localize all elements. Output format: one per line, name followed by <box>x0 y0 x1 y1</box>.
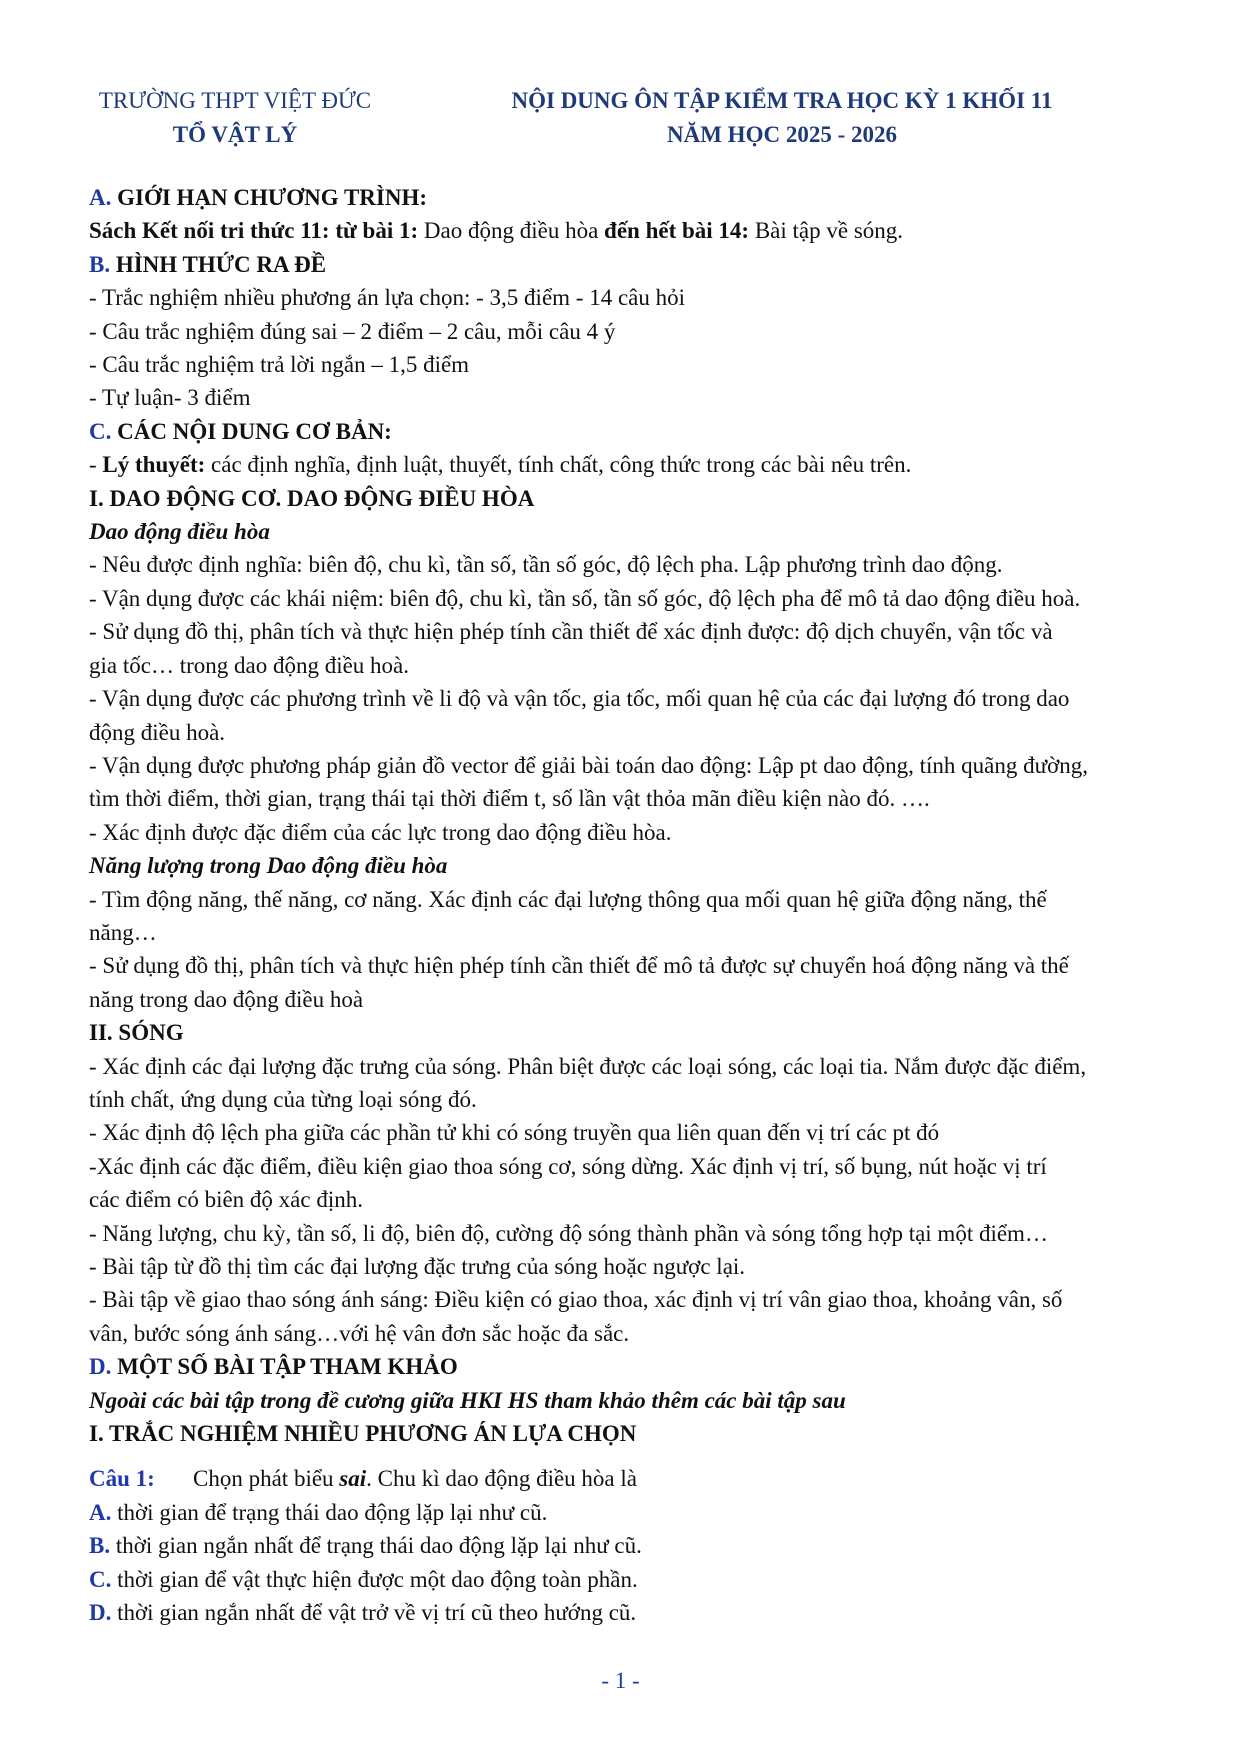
question-stem-text: . Chu kì dao động điều hòa là <box>366 1466 637 1492</box>
content-line: - Sử dụng đồ thị, phân tích và thực hiện phép tính cần thiết để mô tả được sự chuyển hoá động năng và thế <box>89 953 1069 979</box>
content-line: - Vận dụng được các khái niệm: biên độ, chu kì, tần số, tần số góc, độ lệch pha để mô tả dao động điều hoà. <box>89 585 1081 611</box>
option-text: thời gian ngắn nhất để vật trở về vị trí cũ theo hướng cũ. <box>111 1600 637 1626</box>
question-stem-text: Chọn phát biểu <box>193 1466 340 1492</box>
scope-book: Sách Kết nối tri thức 11: từ bài 1: <box>89 218 419 244</box>
question-1-stem <box>89 1462 1159 1495</box>
theory-text: các định nghĩa, định luật, thuyết, tính chất, công thức trong các bài nêu trên. <box>205 452 912 478</box>
content-line: - Xác định được đặc điểm của các lực trong dao động điều hòa. <box>89 819 672 845</box>
format-line: - Câu trắc nghiệm đúng sai – 2 điểm – 2 câu, mỗi câu 4 ý <box>89 318 616 344</box>
option-text: thời gian để vật thực hiện được một dao động toàn phần. <box>111 1566 638 1592</box>
option-letter: B. <box>89 1533 111 1559</box>
option-letter: C. <box>89 1566 112 1592</box>
option-text: thời gian để trạng thái dao động lặp lại như cũ. <box>111 1499 548 1525</box>
section-a-title: GIỚI HẠN CHƯƠNG TRÌNH: <box>111 185 428 210</box>
school-year: NĂM HỌC 2025 - 2026 <box>667 122 897 147</box>
section-c-heading <box>89 415 1159 448</box>
document-title-block <box>472 84 1092 152</box>
scope-end: Bài tập về sóng. <box>749 218 904 244</box>
section-b-heading <box>89 248 1159 281</box>
section-b-title: HÌNH THỨC RA ĐỀ <box>110 251 327 277</box>
content-line: - Nêu được định nghĩa: biên độ, chu kì, tần số, tần số góc, độ lệch pha. Lập phương trình dao động. <box>89 552 1003 578</box>
department-name: TỔ VẬT LÝ <box>172 122 298 147</box>
content-line: - Sử dụng đồ thị, phân tích và thực hiện phép tính cần thiết để xác định được: độ dịch chuyển, vận tốc và <box>89 619 1053 645</box>
page-number: - 1 - <box>601 1668 640 1693</box>
option-text: thời gian ngắn nhất để trạng thái dao động lặp lại như cũ. <box>110 1533 642 1559</box>
content-line: - Năng lượng, chu kỳ, tần số, li độ, biên độ, cường độ sóng thành phần và sóng tổng hợp tại một điểm… <box>89 1220 1048 1246</box>
content-line: - Xác định các đại lượng đặc trưng của sóng. Phân biệt được các loại sóng, các loại tia. Nắm được đặc điểm, <box>89 1053 1087 1079</box>
content-line: - Bài tập về giao thao sóng ánh sáng: Điều kiện có giao thoa, xác định vị trí vân giao thoa, khoảng vân, số <box>89 1287 1063 1313</box>
content-line: - Tìm động năng, thế năng, cơ năng. Xác định các đại lượng thông qua mối quan hệ giữa động năng, thế <box>89 886 1047 912</box>
content-line: tìm thời điểm, thời gian, trạng thái tại thời điểm t, số lần vật thỏa mãn điều kiện nào đó. …. <box>89 786 930 812</box>
scope-start: Dao động điều hòa <box>418 218 605 244</box>
format-line: - Tự luận- 3 điểm <box>89 385 251 411</box>
content-line: - Vận dụng được phương pháp giản đồ vector để giải bài toán dao động: Lập pt dao động, tính quãng đường, <box>89 752 1089 778</box>
content-line: năng trong dao động điều hoà <box>89 986 364 1012</box>
school-block <box>80 84 390 152</box>
theory-dash: - <box>89 452 103 478</box>
theory-label: Lý thuyết: <box>102 452 206 478</box>
content-line: năng… <box>89 919 157 945</box>
scope-line <box>89 214 1159 247</box>
section-a-heading <box>89 181 1159 214</box>
content-line: động điều hoà. <box>89 719 226 745</box>
document-body <box>89 181 1159 1629</box>
option-letter: D. <box>89 1600 112 1626</box>
scope-end-label: đến hết bài 14: <box>604 218 750 244</box>
part-2-title: II. SÓNG <box>89 1020 184 1046</box>
section-b-letter: B. <box>89 251 111 277</box>
format-line: - Trắc nghiệm nhiều phương án lựa chọn: - 3,5 điểm - 14 câu hỏi <box>89 285 686 311</box>
content-line: các điểm có biên độ xác định. <box>89 1187 363 1213</box>
spacer <box>89 1450 1159 1462</box>
content-line: -Xác định các đặc điểm, điều kiện giao thoa sóng cơ, sóng dừng. Xác định vị trí, số bụng, nút hoặc vị trí <box>89 1153 1047 1179</box>
content-line: - Vận dụng được các phương trình về li độ và vận tốc, gia tốc, mối quan hệ của các đại lượng đó trong dao <box>89 686 1070 712</box>
question-stem-emphasis: sai <box>339 1466 367 1492</box>
option-a <box>89 1496 1159 1529</box>
question-1-label: Câu 1: <box>89 1466 155 1492</box>
part-1-title: I. DAO ĐỘNG CƠ. DAO ĐỘNG ĐIỀU HÒA <box>89 485 535 511</box>
school-name: TRƯỜNG THPT VIỆT ĐỨC <box>98 88 372 113</box>
option-letter: A. <box>89 1499 112 1525</box>
section-d-title: MỘT SỐ BÀI TẬP THAM KHẢO <box>111 1354 458 1380</box>
subsection-title: Dao động điều hòa <box>89 519 270 545</box>
theory-line <box>89 448 1159 481</box>
document-header <box>0 84 1241 154</box>
multiple-choice-title: I. TRẮC NGHIỆM NHIỀU PHƯƠNG ÁN LỰA CHỌN <box>89 1421 637 1447</box>
format-line: - Câu trắc nghiệm trả lời ngắn – 1,5 điểm <box>89 352 470 378</box>
subsection-title: Năng lượng trong Dao động điều hòa <box>89 853 448 879</box>
section-c-title: CÁC NỘI DUNG CƠ BẢN: <box>111 418 392 444</box>
content-line: tính chất, ứng dụng của từng loại sóng đó. <box>89 1086 477 1112</box>
section-a-letter: A. <box>89 185 112 210</box>
content-line: - Bài tập từ đồ thị tìm các đại lượng đặc trưng của sóng hoặc ngược lại. <box>89 1254 746 1279</box>
option-c <box>89 1563 1159 1596</box>
section-d-letter: D. <box>89 1354 112 1380</box>
section-d-heading <box>89 1350 1159 1383</box>
content-line: vân, bước sóng ánh sáng…với hệ vân đơn sắc hoặc đa sắc. <box>89 1320 630 1346</box>
option-d <box>89 1596 1159 1629</box>
document-title: NỘI DUNG ÔN TẬP KIỂM TRA HỌC KỲ 1 KHỐI 11 <box>511 88 1053 113</box>
content-line: gia tốc… trong dao động điều hoà. <box>89 652 410 678</box>
section-c-letter: C. <box>89 418 112 444</box>
reference-note: Ngoài các bài tập trong đề cương giữa HKI HS tham khảo thêm các bài tập sau <box>89 1387 846 1413</box>
content-line: - Xác định độ lệch pha giữa các phần tử khi có sóng truyền qua liên quan đến vị trí các pt đó <box>89 1120 940 1146</box>
option-b <box>89 1529 1159 1562</box>
